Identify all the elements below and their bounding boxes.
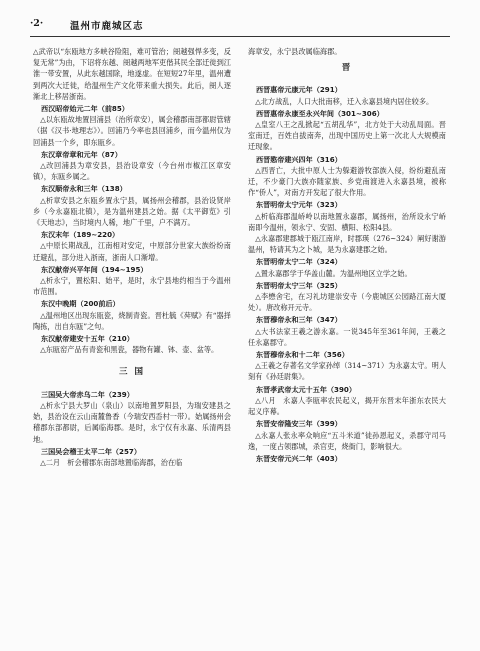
entry-text: △以东瓯故地置回浦县（治所章安），属会稽郡南部都尉管辖（据《汉书·地理志》）。回浦乃今率也县回浦乡，而今温州仅为回浦县一个乡，即东瓯乡。 [33,115,231,147]
entry-heading: 东晋穆帝永和十二年（356） [256,350,349,360]
entry-heading: 西汉昭帝始元二年（前85） [41,104,129,114]
entry-heading: 三国吴会稽王太平二年（257） [41,446,141,456]
entry-text: △皇室八王之乱掀起“五胡乱华”，北方处于大动乱局面。晋室南迁，百姓自拔南奔，出现中国历史上第一次北人大规模南迁现象。 [248,120,446,152]
entry-heading: 西晋惠帝元康元年（291） [256,85,342,95]
entry-text: △析永宁，置松阳、始平，是时，永宁县地约相当于今温州市范围。 [33,276,231,297]
entry-text: △东瓯窑产品有青瓷和黑瓷，器物有罐、钵、壶、盆等。 [40,345,219,355]
entry-text: △温州地区出现东瓯瓷，烧制青瓷。晋杜毓《荈赋》有“器择陶拣，出自东瓯”之句。 [33,310,231,331]
entry-heading: 东汉献帝建安十五年（210） [41,334,134,344]
entry-heading: 三国吴大帝赤乌二年（239） [41,389,134,399]
section-heading: 晋 [341,63,353,74]
left-column [33,46,231,468]
entry-heading: 东晋安帝元兴二年（403） [256,453,342,463]
entry-heading: 东晋明帝太宁元年（323） [256,200,342,210]
entry-heading: 东汉献帝兴平年间（194~195） [41,264,148,274]
entry-text: △大书法家王羲之游永嘉。一说345年至361年间，王羲之任永嘉郡守。 [248,326,446,347]
section-heading: 三 国 [119,367,145,378]
entry-heading: 西晋愍帝建兴四年（316） [256,154,342,164]
entry-text: △武帝以“东瓯地方多峡谷险阻，难可管治；阌越强悍多变，反复无常”为由，下诏将东越、阌越两地军吏偕其民全部迁徙到江淮一带安置，从此东越国除，地遂虚。在短短27年里，温州遭到两次大迁徙，给温州生产文化带来重大损失。此后，阌人逐渐北上移居浙南。 [33,47,231,101]
entry-text: △李懋舍宅，在习礼坊建崇安寺（今鹿城区公园路江南大厦处）。唐改称开元寺。 [248,292,446,313]
entry-text: △永嘉郡建郡城于瓯江南岸，时郡瑛（276~324）阐好谢游温州，特请其为之卜城，是为永嘉建郡之始。 [248,234,446,255]
entry-heading: 东汉中晚期（200前后） [41,299,120,309]
entry-heading: 东汉顺帝永和三年（138） [41,184,127,194]
entry-heading: 东汉末年（189~220） [41,230,120,240]
entry-text: △西晋亡，大批中原人士为躲避游牧部族入侵，纷纷避乱南迁，不少豪门大族亦随家族、乡党南渡进入永嘉县境，被称作“侨人”，对南方开发起了很大作用。 [248,165,446,198]
entry-text: △析章安县之东瓯乡置永宁县，属扬州会稽郡，县治设贤岸乡（今永嘉瓯北镇），是为温州建县之始。据《太平御览》引《天地志》，当时境内人稀，地广千里，户不满万。 [33,195,231,228]
entry-text: △中原长期战乱，江南相对安定，中原部分世家大族纷纷南迁避乱，部分进入浙南，浙南人口渐增。 [33,241,231,262]
entry-text: △北方战乱，人口大批南移，迁入永嘉县境内居住较多。 [255,96,434,106]
entry-text: △改回浦县为章安县，县治设章安（今台州市椒江区章安镇），东瓯乡属之。 [33,161,231,182]
entry-heading: 东晋孝武帝太元十五年（390） [256,384,356,394]
entry-heading: 东晋穆帝永和三年（347） [256,315,342,325]
entry-text: △置永嘉郡学于华盖山麓。为温州地区立学之始。 [255,268,412,278]
entry-text: 海章安，永宁县改属临海郡。 [248,47,342,56]
entry-text: △析永宁县大罗山（泉山）以南地置罗阳县，为瑞安建县之始，县治设在云山南麓鲁香（今瑞安西岙村一带）。始属扬州会稽郡东部都尉，后属临海郡。是时，永宁仅有永嘉、乐清两县地。 [33,400,231,444]
entry-text: △二月 析会稽郡东南部地置临海郡，治在临 [40,457,183,467]
book-title: 温州市鹿城区志 [70,21,144,32]
entry-heading: 西晋惠帝永康至永兴年间（301~306） [256,108,384,118]
page-number: ·2· [30,18,44,29]
entry-text: △析临海郡温峤岭以南地置永嘉郡，属扬州，治所设永宁峤南即今温州，领永宁、安固、横阳、松阳4县。 [248,211,446,232]
right-column [248,46,446,464]
entry-heading: 东汉章帝章和元年（87） [41,149,122,159]
header-rule [30,36,450,37]
entry-text: △八月 永嘉人李瓯率农民起义，揭开东晋末年浙东农民大起义序幕。 [248,395,446,417]
entry-heading: 东晋明帝太宁三年（325） [256,280,342,290]
entry-text: △永嘉人张永率众响应“五斗米道”徒孙恩起义，杀郡守司马逸，一度占领郡城，杀官吏，烧衙门，影响很大。 [248,430,446,451]
entry-heading: 东晋明帝太宁二年（324） [256,257,342,267]
page-header [30,18,450,36]
entry-heading: 东晋安帝隆安三年（399） [256,419,342,429]
entry-text: △王羲之存著名文学家孙绰（314~371）为永嘉太守。明人刻有《孙廷尉集》。 [248,361,446,382]
